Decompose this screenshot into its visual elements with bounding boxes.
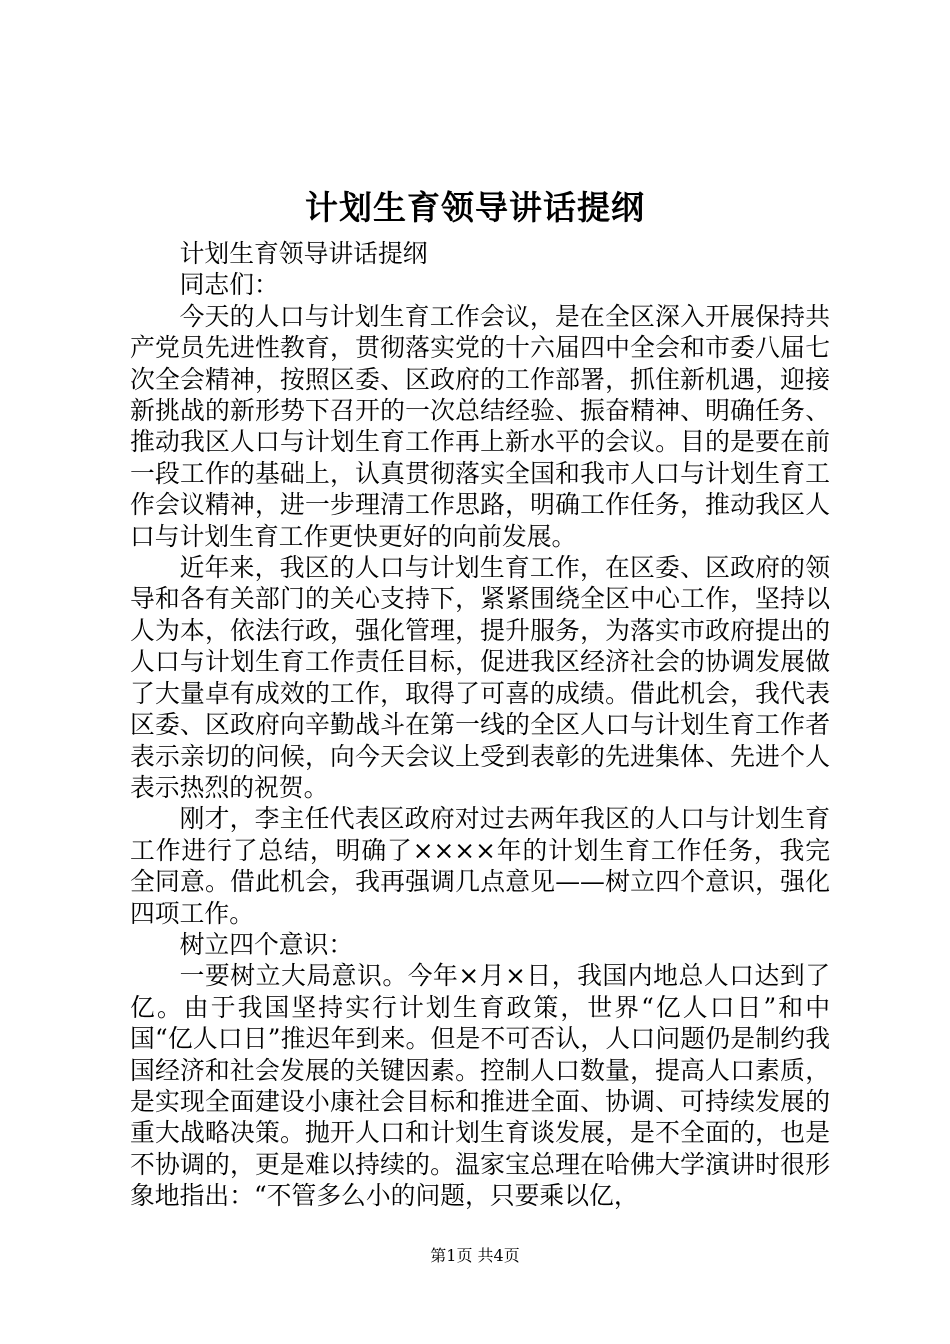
paragraph: 一要树立大局意识。今年×月×日，我国内地总人口达到了亿。由于我国坚持实行计划生育政策，世界“亿人口日”和中国“亿人口日”推迟年到来。但是不可否认，人口问题仍是制约我国经济和社会发展的关键因素。控制人口数量，提高人口素质，是实现全面建设小康社会目标和推进全面、协调、可持续发展的重大战略决策。抛开人口和计划生育谈发展，是不全面的，也是不协调的，更是难以持续的。温家宝总理在哈佛大学演讲时很形象地指出：“不管多么小的问题，只要乘以亿， (130, 961, 830, 1211)
paragraph-subtitle: 计划生育领导讲话提纲 (179, 239, 428, 268)
paragraph: 今天的人口与计划生育工作会议，是在全区深入开展保持共产党员先进性教育，贯彻落实党的十六届四中全会和市委八届七次全会精神，按照区委、区政府的工作部署，抓住新机遇，迎接新挑战的新形势下召开的一次总结经验、振奋精神、明确任务、推动我区人口与计划生育工作再上新水平的会议。目的是要在前一段工作的基础上，认真贯彻落实全国和我市人口与计划生育工作会议精神，进一步理清工作思路，明确工作任务，推动我区人口与计划生育工作更快更好的向前发展。 (130, 301, 830, 551)
paragraph-heading: 树立四个意识： (179, 929, 354, 959)
document-body (130, 238, 830, 1212)
paragraph: 刚才，李主任代表区政府对过去两年我区的人口与计划生育工作进行了总结，明确了××××年的计划生育工作任务，我完全同意。借此机会，我再强调几点意见——树立四个意识，强化四项工作。 (130, 804, 830, 928)
page-footer: 第1页 共4页 (430, 1246, 520, 1265)
paragraph: 近年来，我区的人口与计划生育工作，在区委、区政府的领导和各有关部门的关心支持下，紧紧围绕全区中心工作，坚持以人为本，依法行政，强化管理，提升服务，为落实市政府提出的人口与计划生育工作责任目标，促进我区经济社会的协调发展做了大量卓有成效的工作，取得了可喜的成绩。借此机会，我代表区委、区政府向辛勤战斗在第一线的全区人口与计划生育工作者表示亲切的问候，向今天会议上受到表彰的先进集体、先进个人表示热烈的祝贺。 (130, 553, 830, 802)
paragraph-salutation: 同志们： (179, 270, 279, 300)
document-title: 计划生育领导讲话提纲 (305, 188, 645, 227)
